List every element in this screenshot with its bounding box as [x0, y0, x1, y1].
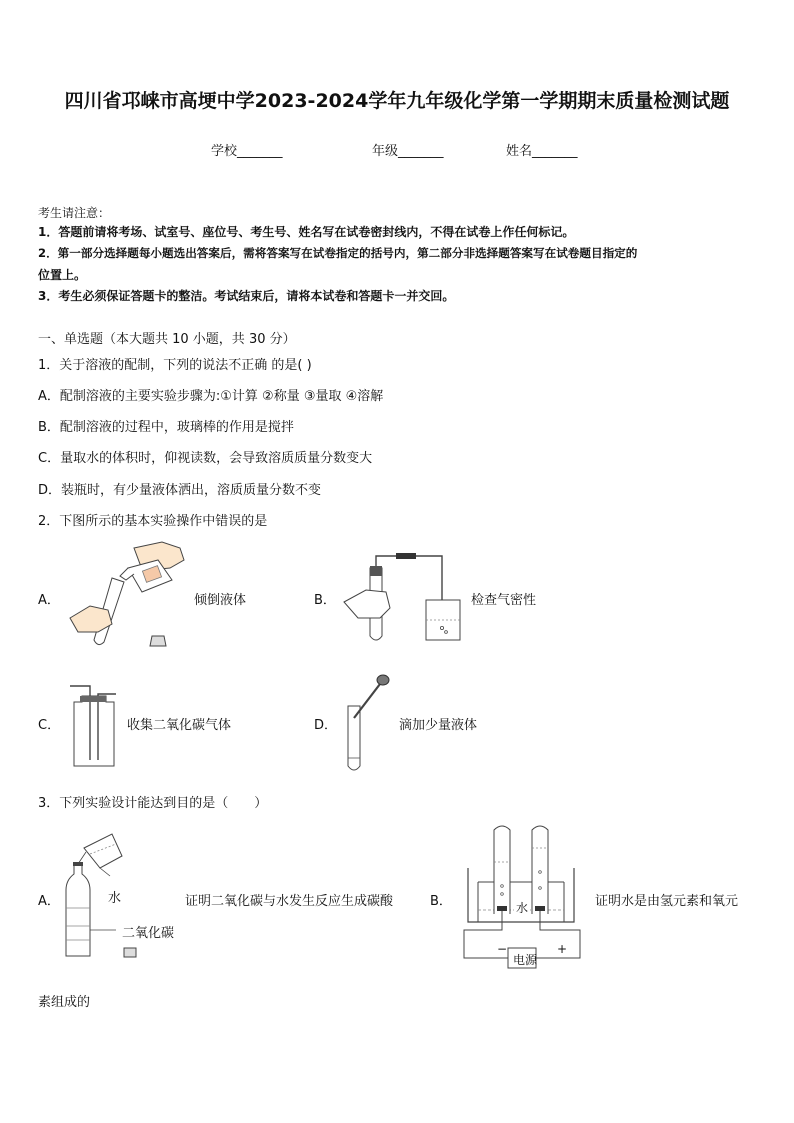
q2-stem: 2．下图所示的基本实验操作中错误的是: [38, 514, 268, 529]
q2-option-b-letter: B．: [314, 593, 336, 608]
dropping-liquid-figure: [340, 672, 394, 774]
q2-option-b-text: 检查气密性: [471, 593, 537, 608]
q1-option-d: D．装瓶时，有少量液体洒出，溶质质量分数不变: [38, 483, 322, 498]
q1-stem: 1．关于溶液的配制，下列的说法不正确 的是( ): [38, 358, 312, 373]
notice-item-1: 1．答题前请将考场、试室号、座位号、考生号、姓名写在试卷密封线内，不得在试卷上作任何标记。: [38, 225, 575, 239]
q3-b-label-water: 水: [516, 901, 529, 915]
q2-option-a-letter: A．: [38, 593, 60, 608]
name-field: 姓名_______: [506, 144, 578, 159]
page-title: 四川省邛崃市高埂中学2023-2024学年九年级化学第一学期期末质量检测试题: [64, 90, 730, 112]
q3-b-label-power: 电源: [513, 953, 538, 967]
grade-field: 年级_______: [372, 144, 444, 159]
q2-option-a-text: 倾倒液体: [194, 593, 247, 608]
q2-option-c-text: 收集二氧化碳气体: [127, 718, 232, 733]
notice-item-2-cont: 位置上。: [38, 268, 87, 282]
co2-collection-figure: [66, 680, 120, 768]
q3-b-label-plus: +: [557, 942, 568, 956]
q1-option-c: C．量取水的体积时，仰视读数，会导致溶质质量分数变大: [38, 451, 373, 466]
q1-option-b: B．配制溶液的过程中，玻璃棒的作用是搅拌: [38, 420, 294, 435]
q2-option-c-letter: C．: [38, 718, 61, 733]
pouring-liquid-figure: [62, 540, 192, 652]
q3-option-b-text-cont: 素组成的: [38, 995, 91, 1010]
q3-option-b-letter: B．: [430, 894, 452, 909]
school-field: 学校_______: [211, 144, 283, 159]
q1-option-a: A．配制溶液的主要实验步骤为:①计算 ②称量 ③量取 ④溶解: [38, 389, 384, 404]
q2-option-d-text: 滴加少量液体: [399, 718, 478, 733]
q2-option-d-letter: D．: [314, 718, 338, 733]
notice-item-2: 2．第一部分选择题每小题选出答案后，需将答案写在试卷指定的括号内，第二部分非选择题答案写在试卷题目指定的: [38, 246, 638, 260]
notice-heading: 考生请注意：: [38, 206, 111, 220]
q3-stem: 3．下列实验设计能达到目的是（ ）: [38, 796, 268, 811]
q3-a-label-water: 水: [108, 891, 122, 906]
q3-a-label-co2: 二氧化碳: [122, 926, 175, 941]
q3-option-a-text: 证明二氧化碳与水发生反应生成碳酸: [185, 894, 394, 909]
section-heading: 一、单选题（本大题共 10 小题，共 30 分）: [38, 332, 296, 347]
q3-option-b-text: 证明水是由氢元素和氧元: [595, 894, 739, 909]
q3-option-a-letter: A．: [38, 894, 60, 909]
q3-b-label-minus: −: [497, 942, 508, 956]
airtightness-figure: [340, 548, 465, 644]
notice-item-3: 3．考生必须保证答题卡的整洁。考试结束后，请将本试卷和答题卡一并交回。: [38, 289, 455, 303]
